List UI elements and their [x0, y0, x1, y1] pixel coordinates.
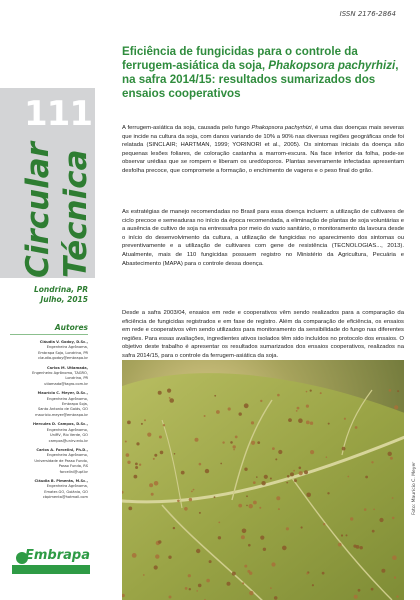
rust-lesion — [282, 546, 287, 551]
rust-lesion — [394, 576, 396, 578]
rust-lesion — [350, 517, 353, 520]
rust-lesion — [306, 391, 308, 393]
author-detail: Engenheiro Agrônomo, TAGRO, — [32, 371, 88, 376]
rust-lesion — [158, 540, 161, 543]
rust-lesion — [270, 587, 272, 589]
rust-lesion — [242, 529, 247, 534]
rust-lesion — [365, 476, 368, 479]
issn: ISSN 2176-2864 — [339, 10, 396, 18]
rust-lesion — [227, 582, 231, 586]
rust-lesion — [218, 536, 221, 539]
rust-lesion — [198, 584, 202, 588]
rust-lesion — [371, 461, 373, 463]
author-detail: Londrina, PR — [65, 376, 88, 381]
author-entry — [6, 479, 88, 501]
rust-lesion — [160, 451, 164, 455]
rust-lesion — [216, 410, 220, 414]
rust-lesion — [278, 508, 280, 510]
rust-lesion — [312, 584, 314, 586]
rust-lesion — [244, 403, 249, 408]
rust-lesion — [327, 492, 329, 494]
rust-lesion — [306, 405, 309, 408]
photo-credit-text: Foto: Maurício C. Meyer — [412, 461, 417, 515]
rust-lesion — [381, 569, 385, 573]
rust-lesion — [173, 527, 175, 529]
author-detail: Passo Fundo, RS — [58, 464, 88, 469]
rust-lesion — [181, 471, 185, 475]
rust-lesion — [244, 565, 247, 568]
rust-lesion — [356, 545, 360, 549]
rust-lesion — [199, 463, 202, 466]
rust-lesion — [259, 507, 261, 509]
rust-lesion — [206, 579, 210, 583]
rust-lesion — [272, 447, 275, 450]
rust-lesion — [372, 530, 375, 533]
rust-lesion — [167, 389, 171, 393]
paragraph-2: As estratégias de manejo recomendadas no Brasil para essa doença incluem: a utilização de cultivares de ciclo precoce e semeaduras no início da época recomendada, a eliminação de plantas de soja voluntárias e a ausência de cultivo de soja na entressafra por meio do vazio sanitário, o monitoramento da lavoura desde o início do desenvolvimento da cultura, a utilização de fungicidas no aparecimento dos sintomas ou preventivamente e a utilização de cultivares com gene de resistência (TECNOLOGIAS..., 2013). Atualmente, mais de 110 fungicidas possuem registro no Ministério da Agricultura, Pecuária e Abastecimento (MAPA) para o controle dessa doença. — [122, 209, 404, 267]
author-detail: claudia.godoy@embrapa.br — [38, 356, 88, 361]
rust-lesion — [256, 476, 258, 478]
rust-lesion — [320, 392, 322, 394]
rust-lesion — [135, 463, 138, 466]
rust-lesion — [163, 424, 165, 426]
rust-lesion — [151, 493, 154, 496]
rust-lesion — [277, 394, 280, 397]
rust-lesion — [323, 523, 325, 525]
rust-lesion — [274, 596, 278, 600]
rust-lesion — [168, 556, 171, 559]
rust-lesion — [241, 535, 245, 539]
author-detail: Santo Antonio de Goiás, GO — [37, 407, 88, 412]
rust-lesion — [306, 421, 310, 425]
rust-lesion — [392, 497, 394, 499]
rust-lesion — [233, 445, 236, 448]
author-entry — [6, 340, 88, 362]
author-name: Carlos A. Forcelini, Ph.D., — [36, 447, 88, 452]
rust-lesion — [228, 407, 231, 410]
rust-lesion — [263, 548, 266, 551]
paragraph-3: Desde a safra 2003/04, ensaios em rede e cooperativos vêm sendo realizados para a comparação da eficiência de fungicidas registrados e em fase de registro. Além da comparação de eficiência, os ensaios em rede e cooperativos vêm sendo utilizados para monitoramento da sensibilidade do fungo nas diferentes regiões. Para essas avaliações, ingredientes ativos isolados têm sido incluídos no protocolo dos ensaios. O objetivo deste trabalho é apresentar os resultados sumarizados dos ensaios cooperativos, realizados na safra 2014/15, para o controle da ferrugem-asiática da soja. — [122, 310, 404, 359]
rust-lesion — [306, 572, 308, 574]
author-entry — [6, 448, 88, 475]
rust-lesion — [342, 447, 346, 451]
rust-lesion — [159, 436, 162, 439]
author-detail: Engenheiro Agrônomo, — [46, 396, 88, 401]
rust-lesion — [143, 574, 145, 576]
rust-lesion — [127, 421, 131, 425]
author-detail: Embrapa Soja, — [61, 402, 88, 407]
rust-lesion — [155, 554, 159, 558]
rust-lesion — [141, 423, 143, 425]
rust-lesion — [196, 549, 200, 553]
rust-lesion — [136, 442, 139, 445]
rust-lesion — [233, 449, 235, 451]
rust-lesion — [397, 390, 399, 392]
rust-lesion — [169, 397, 171, 399]
rust-lesion — [296, 410, 298, 412]
rust-lesion — [293, 470, 295, 472]
rust-lesion — [209, 560, 212, 563]
p1-part-b: , é uma das doenças mais severas que incide na cultura da soja, com danos variando de 10% a 90% nas diversas regiões geográficas onde foi relatada (SINCLAIR; HARTMAN, 1999; YORINORI et al., 2005). Os sintomas iniciais da doença são pequenas lesões foliares, de coloração castanha a marrom-escura. Na face inferior da folha, pode-se observar urédias que se rompem e liberam os uredósporos. Plantas severamente infectadas apresentam desfolha precoce, que compromete a formação, o enchimento de vagens e o peso final do grão. — [122, 125, 404, 174]
rust-lesion — [260, 536, 264, 540]
author-detail: Embrapa Soja, Londrina, PR — [38, 350, 88, 355]
rust-lesion — [286, 527, 289, 530]
rust-lesion — [346, 534, 348, 536]
rust-lesion — [310, 450, 314, 454]
rust-lesion — [132, 553, 137, 558]
rust-lesion — [232, 572, 236, 576]
rust-lesion — [392, 517, 395, 520]
rust-lesion — [341, 534, 343, 536]
series-line2: Técnica — [58, 149, 94, 278]
logo-text: Embrapa — [25, 548, 90, 563]
rust-lesion — [249, 591, 253, 595]
title-species: Phakopsora pachyrhizi — [268, 59, 396, 72]
rust-lesion — [355, 426, 358, 429]
author-detail: Emater-GO, Goiânia, GO — [44, 489, 88, 494]
rust-lesion — [251, 421, 254, 424]
rust-lesion — [294, 479, 297, 482]
embrapa-logo — [12, 548, 90, 574]
rust-lesion — [135, 466, 138, 469]
rust-lesion — [257, 441, 260, 444]
p1-species: Phakopsora pachyrhizi — [251, 125, 312, 131]
rust-lesion — [127, 461, 130, 464]
author-name: Maurício C. Meyer, D.Sc., — [37, 391, 88, 396]
rust-lesion — [310, 422, 313, 425]
rust-lesion — [205, 469, 209, 473]
rust-lesion — [154, 481, 159, 486]
author-detail: forcelini@upf.br — [59, 469, 88, 474]
rust-lesion — [126, 453, 130, 457]
author-detail: Universidade de Passo Fundo, — [34, 458, 88, 463]
rust-lesion — [153, 458, 155, 460]
rust-lesion — [139, 464, 141, 466]
series-line1: Circular — [20, 142, 56, 278]
rust-lesion — [298, 418, 303, 423]
rust-lesion — [169, 596, 172, 599]
author-detail: cbpimenta@hotmail.com — [42, 495, 88, 500]
rust-lesion — [251, 441, 255, 445]
rust-lesion — [154, 565, 158, 569]
issue-number: 111 — [24, 94, 92, 134]
author-detail: Engenheiro Agrônomo, — [46, 453, 88, 458]
rust-lesion — [286, 482, 288, 484]
rust-lesion — [394, 405, 398, 409]
photo-credit — [405, 405, 417, 515]
rust-lesion — [364, 508, 367, 511]
rust-lesion — [347, 476, 349, 478]
rust-lesion — [379, 518, 383, 522]
rust-lesion — [239, 412, 242, 415]
soybean-leaf-photo — [122, 360, 404, 600]
rust-lesion — [235, 436, 238, 439]
rust-lesion — [195, 438, 199, 442]
author-entry — [6, 422, 88, 444]
rust-lesion — [328, 423, 330, 425]
author-detail: Engenheira Agrônoma, — [46, 484, 88, 489]
place: Londrina, PR — [33, 285, 88, 294]
rust-lesion — [244, 468, 247, 471]
rust-lesion — [242, 582, 244, 584]
rust-lesion — [306, 493, 311, 498]
rust-lesion — [322, 572, 325, 575]
rust-lesion — [149, 483, 153, 487]
rust-lesion — [214, 496, 216, 498]
rust-lesion — [299, 471, 303, 475]
rust-lesion — [193, 489, 195, 491]
author-entry — [6, 366, 88, 388]
rust-lesion — [246, 495, 248, 497]
rust-lesion — [373, 509, 375, 511]
rust-lesion — [185, 587, 188, 590]
rust-lesion — [261, 481, 265, 485]
rust-lesion — [134, 475, 138, 479]
rust-lesion — [214, 395, 216, 397]
rust-lesion — [199, 512, 201, 514]
rust-lesion — [196, 590, 198, 592]
rust-lesion — [174, 453, 176, 455]
rust-lesion — [220, 463, 222, 465]
paragraph-1 — [122, 124, 404, 176]
rust-lesion — [344, 418, 346, 420]
author-entry — [6, 391, 88, 418]
series-title — [14, 138, 94, 278]
rust-lesion — [290, 472, 294, 476]
rust-lesion — [189, 498, 192, 501]
p1-part-a: A ferrugem-asiática da soja, causada pelo fungo — [122, 125, 252, 131]
sidebar-top — [0, 0, 95, 88]
title-part1: Eficiência de fungicidas para o controle da ferrugem-asiática da soja, — [122, 45, 358, 72]
rust-lesion — [389, 389, 392, 392]
rust-lesion — [388, 452, 392, 456]
author-detail: Engenheiro Agrônomo, — [46, 427, 88, 432]
rust-lesion — [287, 475, 290, 478]
rust-lesion — [275, 458, 277, 460]
rust-lesion — [390, 457, 393, 460]
rust-lesion — [301, 526, 303, 528]
rust-lesion — [158, 391, 162, 395]
author-detail: mauricio.meyer@embrapa.br — [35, 412, 88, 417]
author-name: Hercules D. Campos, D.Sc., — [33, 422, 88, 427]
rust-lesion — [360, 546, 363, 549]
author-name: Cláudia B. Pimenta, M.Sc., — [34, 478, 88, 483]
author-detail: campos@unirv.edu.br — [48, 438, 88, 443]
rust-lesion — [354, 595, 358, 599]
author-list — [6, 340, 88, 505]
rust-lesion — [128, 507, 132, 511]
rust-lesion — [276, 496, 280, 500]
rust-lesion — [297, 407, 300, 410]
rust-lesion — [338, 543, 342, 547]
author-name: Carlos M. Utiamada, — [47, 365, 88, 370]
rust-lesion — [247, 570, 250, 573]
logo-bar — [12, 565, 90, 574]
rust-lesion — [371, 588, 374, 591]
rust-lesion — [238, 504, 242, 508]
rust-lesion — [358, 589, 361, 592]
rust-lesion — [218, 522, 220, 524]
rust-lesion — [249, 504, 253, 508]
rust-lesion — [270, 478, 272, 480]
title-part2: , na safra 2014/15: resultados sumarizados dos ensaios cooperativos — [122, 59, 399, 100]
rust-lesion — [177, 500, 180, 503]
author-detail: Engenheira Agrônoma, — [46, 345, 88, 350]
rust-lesion — [246, 505, 248, 507]
rust-lesion — [288, 418, 292, 422]
rust-lesion — [260, 400, 262, 402]
rust-lesion — [169, 398, 174, 403]
rust-lesion — [392, 555, 397, 560]
authors-heading: Autores — [10, 323, 88, 335]
author-name: Cláudia V. Godoy, D.Sc., — [39, 340, 88, 344]
rust-lesion — [204, 415, 206, 417]
rust-lesion — [278, 450, 282, 454]
rust-lesion — [326, 456, 328, 458]
rust-lesion — [299, 467, 302, 470]
rust-lesion — [154, 454, 157, 457]
rust-lesion — [147, 433, 151, 437]
author-detail: UniRV, Rio Verde, GO — [50, 433, 88, 438]
rust-lesion — [184, 507, 188, 511]
rust-lesion — [271, 562, 275, 566]
rust-lesion — [248, 544, 251, 547]
rust-lesion — [264, 475, 268, 479]
rust-lesion — [188, 574, 191, 577]
rust-lesion — [191, 491, 193, 493]
place-date — [10, 285, 88, 305]
page-title — [122, 45, 402, 101]
rust-lesion — [222, 441, 224, 443]
rust-lesion — [125, 441, 127, 443]
rust-lesion — [310, 390, 312, 392]
rust-lesion — [230, 441, 233, 444]
rust-lesion — [144, 419, 146, 421]
rust-lesion — [396, 595, 398, 597]
author-detail: utiamada@tagro.com.br — [44, 381, 88, 386]
sidebar — [0, 0, 95, 600]
rust-lesion — [253, 481, 256, 484]
rust-lesion — [304, 470, 308, 474]
rust-lesion — [189, 588, 191, 590]
rust-lesion — [253, 501, 257, 505]
date: Julho, 2015 — [40, 295, 88, 304]
